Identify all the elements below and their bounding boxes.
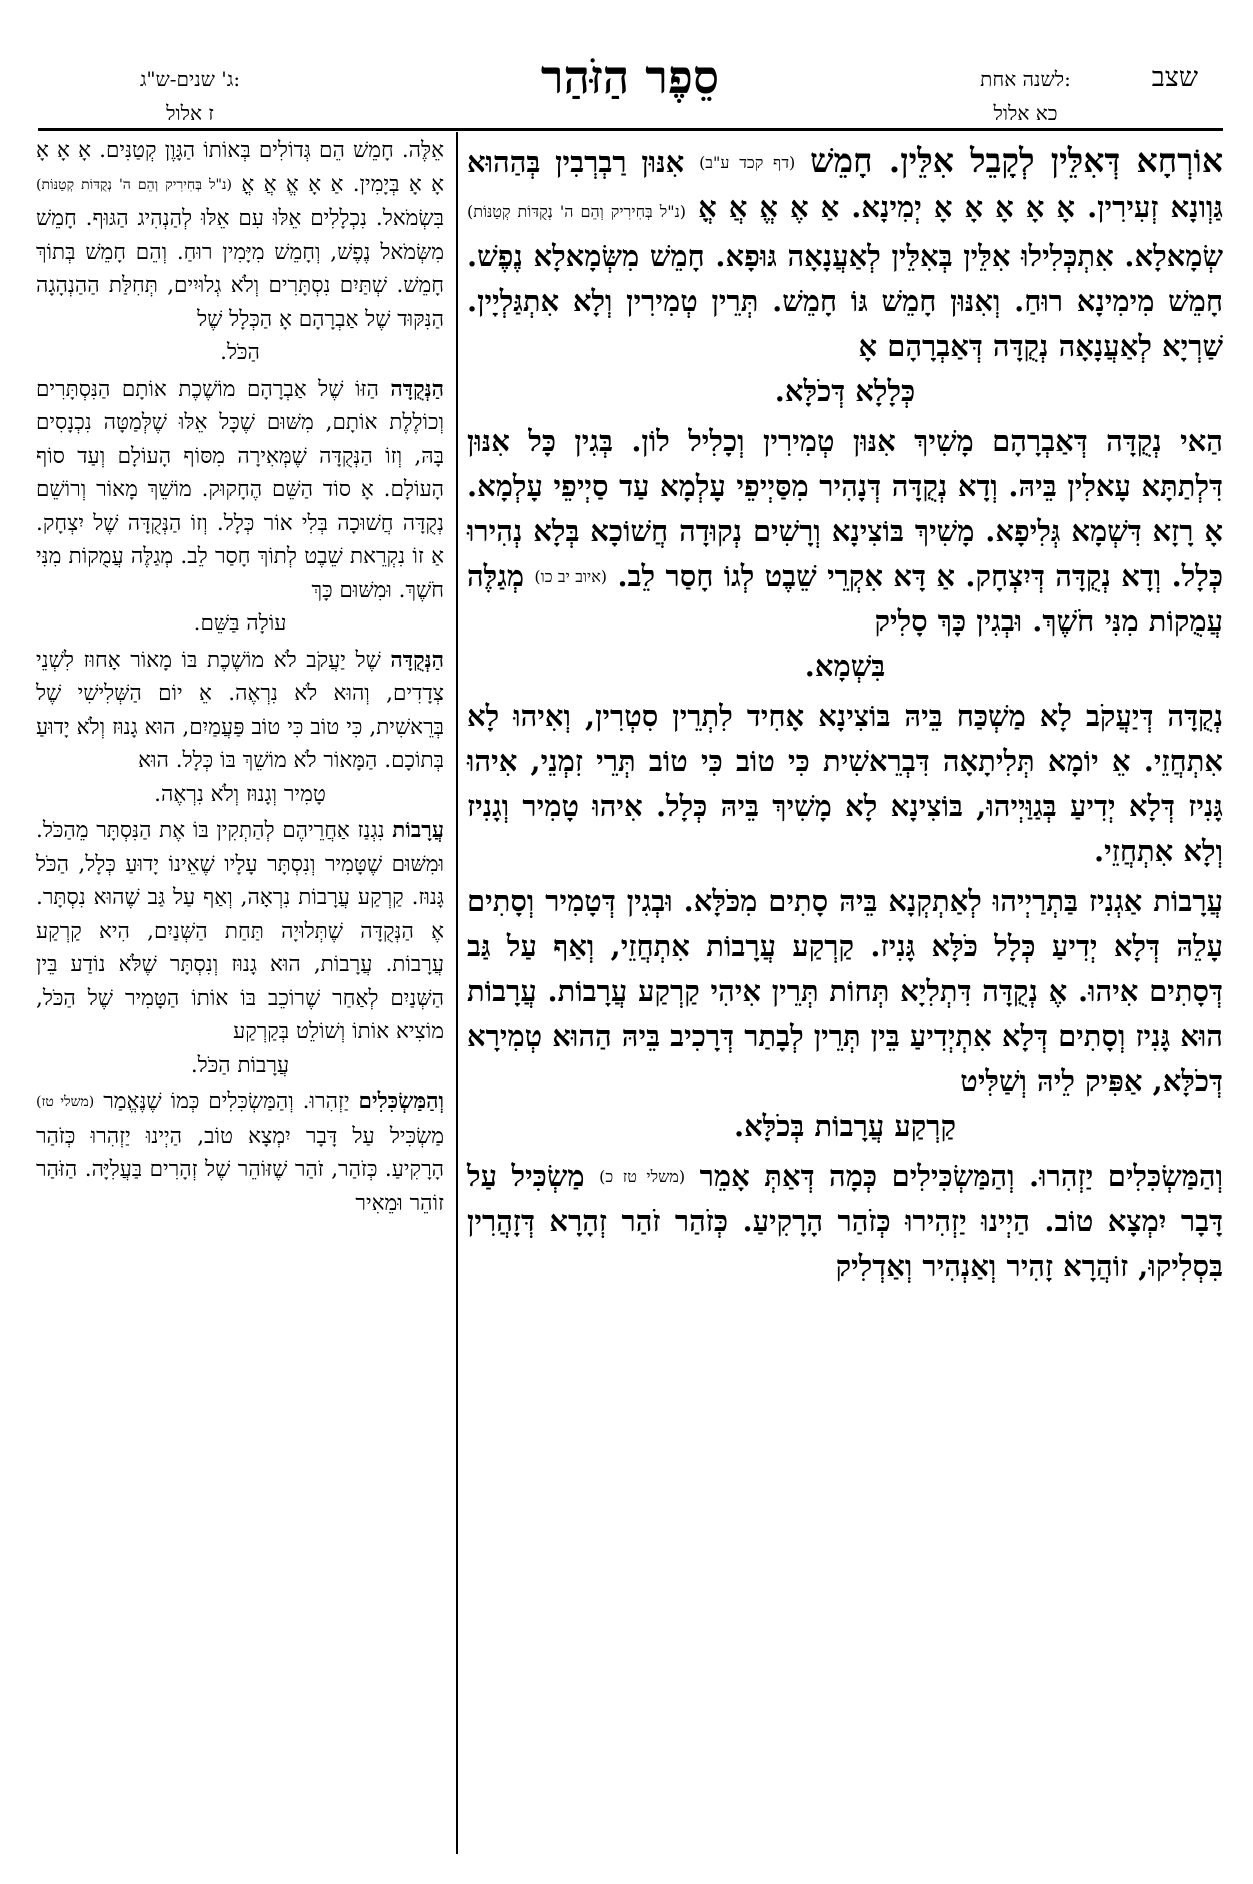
main-paragraph-3-end: בֵּיהּ כְּלָל. אִיהוּ טָמִיר וְגָנִיז וְלָא אִתְחֲזֵי. bbox=[467, 789, 1223, 868]
main-paragraph-5-text: וְהַמַּשְׂכִּלִים יַזְהִרוּ. וְהַמַּשְׂכִּילִים כְּמָה דְּאַתְּ אָמֵר bbox=[699, 1159, 1223, 1193]
translation-paragraph-1-text: אֵלֶּה. חָמֵשׁ הֵם גְּדוֹלִים בְּאוֹתוֹ הַגָּוֶן קְטַנִּים. אָ אָ אָ אָ אָ בְּיָמִין. אַ אָ אֱ אֲ אֳ bbox=[36, 138, 444, 197]
translation-paragraph-1 bbox=[36, 134, 444, 370]
page-reference: (דף קכד ע"ב) bbox=[699, 153, 796, 172]
main-paragraph-1 bbox=[467, 138, 1223, 414]
study-schedule-one-year bbox=[938, 62, 1113, 130]
schedule-label-three-years: ג' שנים-ש"ג: bbox=[139, 67, 241, 91]
translation-paragraph-5-lead: וְהַמַּשְׂכִּלִים bbox=[358, 1089, 445, 1114]
main-paragraph-2-end: בִּשְׁמָא. bbox=[804, 649, 886, 683]
translation-nikud-note: (נ"ל בְּחִירִיק וְהֵם ה' נְקֻדּוֹת קְטַנּוֹת) bbox=[36, 176, 232, 193]
study-schedule-three-years bbox=[95, 62, 285, 130]
translation-column bbox=[36, 134, 444, 1854]
main-paragraph-3-text: נְקֻדָּה דְּיַעֲקֹב לָא מַשְׁכַּח בֵּיהּ בּוֹצִינָא אָחִיד bbox=[746, 699, 1224, 733]
page-title: סֵפֶר הַזֹּהַר bbox=[540, 50, 720, 104]
translation-paragraph-2-text: הַזּוֹ שֶׁל אַבְרָהָם מוֹשֶׁכֶת אוֹתָם הַנִּסְתָּרִים וְכוֹלֶלֶת אוֹתָם, מִשּׁוּם שֶׁכָּל אֵלּוּ שֶׁלְּמַטָּה נִכְנָסִים בָּהּ, וְזוֹ הַנְּקֻדָּה שֶׁמְּאִירָה מִסּוֹף הָעוֹלָם וְעַד סוֹף הָעוֹלָם. אָ סוֹד הַשֵּׁם הֶחָקוּק. מוֹשֵׁךְ מָאוֹר וְרוֹשֵׁם נְקֻדָּה חֲשׁוּכָה בְּלִי אוֹר כְּלָל. וְזוֹ הַנְּקֻדָּה שֶׁל יִצְחָק. אַ זוֹ נִקְרֵאת שֵׁבֶט לְתוֹךְ חָסַר לֵב. מְגַלֶּה עֲמֻקוֹת מִנִּי חֹשֶׁךְ. וּמִשּׁוּם כָּךְ bbox=[36, 376, 444, 603]
main-paragraph-1-lead: אוֹרְחָא דְּאִלֵּין לְקָבֵל אִלֵּין. חָמֵשׁ bbox=[810, 141, 1224, 180]
main-paragraph-5-text-3: הַיְינוּ יַזְהִירוּ כְּזֹהַר הָרָקִיעַ. כְּזֹהַר זֹהַר זְהָרָא דְּזָהֲרִין בִּסְלִיקוּ, זוֹהֲרָא זָהִיר וְאַנְהִיר וְאַדְלִיק bbox=[467, 1204, 1223, 1283]
column-separator bbox=[456, 132, 458, 1854]
translation-verse-reference: (משלי טז) bbox=[36, 1094, 95, 1110]
translation-paragraph-3-text: שֶׁל יַעֲקֹב לֹא מוֹשֶׁכֶת בּוֹ מָאוֹר אָחוּז לִשְׁנֵי צְדָדִים, וְהוּא לֹא נִרְאֶה. אֵ יוֹם הַשְּׁלִישִׁי שֶׁל בְּרֵאשִׁית, כִּי טוֹב כִּי טוֹב פַּעֲמַיִם, הוּא גָנוּז וְלֹא יָדוּעַ בְּתוֹכָם. הַמָּאוֹר לֹא מוֹשֵׁךְ בּוֹ כְּלָל. הוּא bbox=[36, 647, 444, 773]
translation-paragraph-3-lead: הַנְּקֻדָּה bbox=[390, 647, 444, 673]
main-paragraph-3 bbox=[467, 694, 1223, 874]
main-paragraph-4-end: קַרְקַע עֲרָבוֹת בְּכֹלָּא. bbox=[733, 1109, 957, 1143]
translation-paragraph-4 bbox=[36, 814, 444, 1082]
main-paragraph-2-text-2: לוֹן. בְּגִין כָּל אִנּוּן דִּלְתַתָּא עָאלִין בֵּיהּ. וְדָא נְקֻדָּה דְּנָהִיר מִסַּיְיפֵי עָלְמָא עַד סַיְיפֵי עָלְמָא. אָ רָזָא דִּשְׁמָא גְּלִיפָא. מָשִׁיךְ בּוֹצִינָא וְרָשִׁים נְקוּדָה חֲשׁוֹכָא בְּלָא נְהִירוּ כְּלָל. וְדָא נְקֻדָּה דְּיִצְחָק. אַ דָּא אִקְרֵי שֵׁבֶט לְגוֹ חָסַר לֵב. bbox=[467, 424, 1223, 593]
translation-paragraph-4-end: עֲרָבוֹת הַכֹּל. bbox=[190, 1052, 290, 1078]
header-rule bbox=[38, 128, 1223, 131]
main-paragraph-4-text-2: מִכֹּלָּא. וּבְגִין דְּטָמִיר וְסָתִים עָלֵהּ דְּלָא יְדִיעַ כְּלָל כֹּלָּא גָּנִיז. קַרְקַע עֲרָבוֹת אִתְחֲזֵי, וְאַף עַל גַּב דְּסָתִים אִיהוּ. אֶ נְקֻדָּה דִּתְלִיָא תְּחוֹת תְּרֵין אִיהִי קַרְקַע עֲרָבוֹת. עֲרָבוֹת הוּא גָּנִיז וְסָתִים דְּלָא אִתְיְדִיעַ בֵּין תְּרֵין לְבָתַר דְּרָכִיב בֵּיהּ הַהוּא טְמִירָא דְּכֹלָּא, אַפִּיק לֵיהּ וְשַׁלִּיט bbox=[467, 884, 1223, 1098]
main-paragraph-3-text-2: לִתְרֵין סִטְרִין, וְאִיהוּ לָא אִתְחֲזֵי. אֵ יוֹמָא תְּלִיתָאָה דִּבְרֵאשִׁית כִּי טוֹב כִּי טוֹב תְּרֵי זִמְנֵי, אִיהוּ גָּנִיז דְּלָא יְדִיעַ בְּגַוַּיְיהוּ, בּוֹצִינָא לָא מָשִׁיךְ bbox=[467, 699, 1223, 823]
main-paragraph-1-text-2: שְׂמָאלָא. אִתְכְּלִילוּ אִלֵּין בְּאִלֵּין לְאַעֲנָאָה גּוּפָא. חָמֵשׁ מִשְּׂמָאלָא נֶפֶשׁ. חָמֵשׁ מִימִינָא רוּחַ. וְאִנּוּן חָמֵשׁ גּוֹ חָמֵשׁ. תְּרֵין טְמִירִין וְלָא אִתְגַּלְיָין. שַׁרְיָא לְאַעֲנָאָה נְקֻדָּה דְּאַבְרָהָם אָ bbox=[467, 239, 1223, 363]
translation-paragraph-5 bbox=[36, 1085, 444, 1220]
translation-paragraph-2-lead: הַנְּקֻדָּה bbox=[390, 376, 444, 402]
verse-reference-job: (איוב יב כו) bbox=[534, 567, 608, 586]
translation-paragraph-4-text: נִגְנַז אַחֲרֵיהֶם לְהַתְקִין בּוֹ אֶת הַנִּסְתָּר מֵהַכֹּל. וּמִשּׁוּם שֶׁטָּמִיר וְנִסְתָּר עָלָיו שֶׁאֵינוֹ יָדוּעַ כְּלָל, הַכֹּל גָּנוּז. קַרְקַע עֲרָבוֹת נִרְאָה, וְאַף עַל גַּב שֶׁהוּא נִסְתָּר. אֶ הַנְּקֻדָּה שֶׁתְּלוּיָה תַּחַת הַשְּׁנַיִם, הִיא קַרְקַע עֲרָבוֹת. עֲרָבוֹת, הוּא גָנוּז וְנִסְתָּר שֶׁלֹּא נוֹדַע בֵּין הַשְּׁנַיִם לְאַחַר שֶׁרוֹכֵב בּוֹ אוֹתוֹ הַטָּמִיר שֶׁל הַכֹּל, מוֹצִיא אוֹתוֹ וְשׁוֹלֵט בְּקַרְקַע bbox=[36, 818, 444, 1044]
main-paragraph-1-end: כְּלָלָא דְּכֹלָּא. bbox=[774, 374, 916, 408]
translation-paragraph-5-text: יַזְהִרוּ. וְהַמַּשְׂכִּלִים כְּמוֹ שֶׁנֶּאֱמַר bbox=[103, 1089, 350, 1114]
schedule-label-one-year: לשנה אחת: bbox=[980, 67, 1071, 91]
translation-paragraph-3 bbox=[36, 644, 444, 812]
schedule-date-three-years: ז אלול bbox=[166, 101, 214, 125]
translation-paragraph-5-text-2: מַשְׂכִּיל עַל דָּבָר יִמְצָא טוֹב, הַיְינוּ יַזְהִרוּ כְּזֹהַר הָרָקִיעַ. כְּזֹהַר, זֹהַר שֶׁזּוֹהֵר שֶׁל זְהָרִים בַּעֲלִיָּה. הַזֹּהַר זוֹהֵר וּמֵאִיר bbox=[36, 1123, 444, 1216]
translation-paragraph-1-text-2: בִּשְׂמֹאל. נִכְלָלִים אֵלּוּ עִם אֵלּוּ לְהַנְהִיג הַגּוּף. חָמֵשׁ מִשְּׂמֹאל נֶפֶשׁ, וְחָמֵשׁ מִיָּמִין רוּחַ. וְהֵם חָמֵשׁ בְּתוֹךְ חָמֵשׁ. שְׁתַּיִם נִסְתָּרִים וְלֹא גְלוּיִים, תְּחִלַּת הַהַנְהָגָה הַנִּקּוּד שֶׁל אַבְרָהָם אָ הַכְּלָל שֶׁל bbox=[36, 206, 444, 332]
translation-paragraph-3-end: טָמִיר וְגָנוּז וְלֹא נִרְאֶה. bbox=[154, 781, 326, 807]
main-text-column bbox=[467, 134, 1223, 1854]
translation-paragraph-2-end: עוֹלָה בַּשֵּׁם. bbox=[193, 611, 287, 636]
verse-reference-proverbs: (משלי טז כ) bbox=[599, 1167, 686, 1186]
main-paragraph-5-text-2: מַשְׂכִּיל עַל דָּבָר יִמְצָא טוֹב. bbox=[467, 1159, 1224, 1238]
main-paragraph-5 bbox=[467, 1154, 1223, 1289]
main-paragraph-2-text: הַאי נְקֻדָּה דְּאַבְרָהָם מָשִׁיךְ אִנּוּן טְמִירִין וְכָלִיל bbox=[688, 424, 1223, 458]
translation-paragraph-4-lead: עֲרָבוֹת bbox=[392, 818, 444, 843]
main-paragraph-2-text-3: מְגַלֶּה עֲמֻקוֹת מִנִּי חֹשֶׁךְ. וּבְגִין כָּךְ סָלִיק bbox=[467, 559, 1223, 638]
main-paragraph-2 bbox=[467, 419, 1223, 689]
translation-paragraph-2 bbox=[36, 373, 444, 641]
translation-paragraph-1-end: הַכֹּל. bbox=[220, 340, 260, 365]
main-paragraph-4 bbox=[467, 879, 1223, 1149]
nikud-note: (נ"ל בְּחִירִיק וְהֵם ה' נְקֻדּוֹת קְטַנּוֹת) bbox=[467, 202, 687, 221]
page-number: שצב bbox=[1151, 62, 1198, 93]
schedule-date-one-year: כא אלול bbox=[993, 101, 1058, 125]
main-paragraph-4-text: עֲרָבוֹת אַגְנִיז בַּתְרַיְיהוּ לְאַתְקְנָא בֵּיהּ סָתִים bbox=[768, 884, 1223, 918]
main-paragraph-1-text: אִנּוּן רַבְרְבִין בְּהַהוּא גַּוְונָא זְעִירִין. אָ אָ אָ אָ אָ יְמִינָא. אַ אֶ אֱ אֲ אֳ bbox=[467, 145, 1223, 224]
